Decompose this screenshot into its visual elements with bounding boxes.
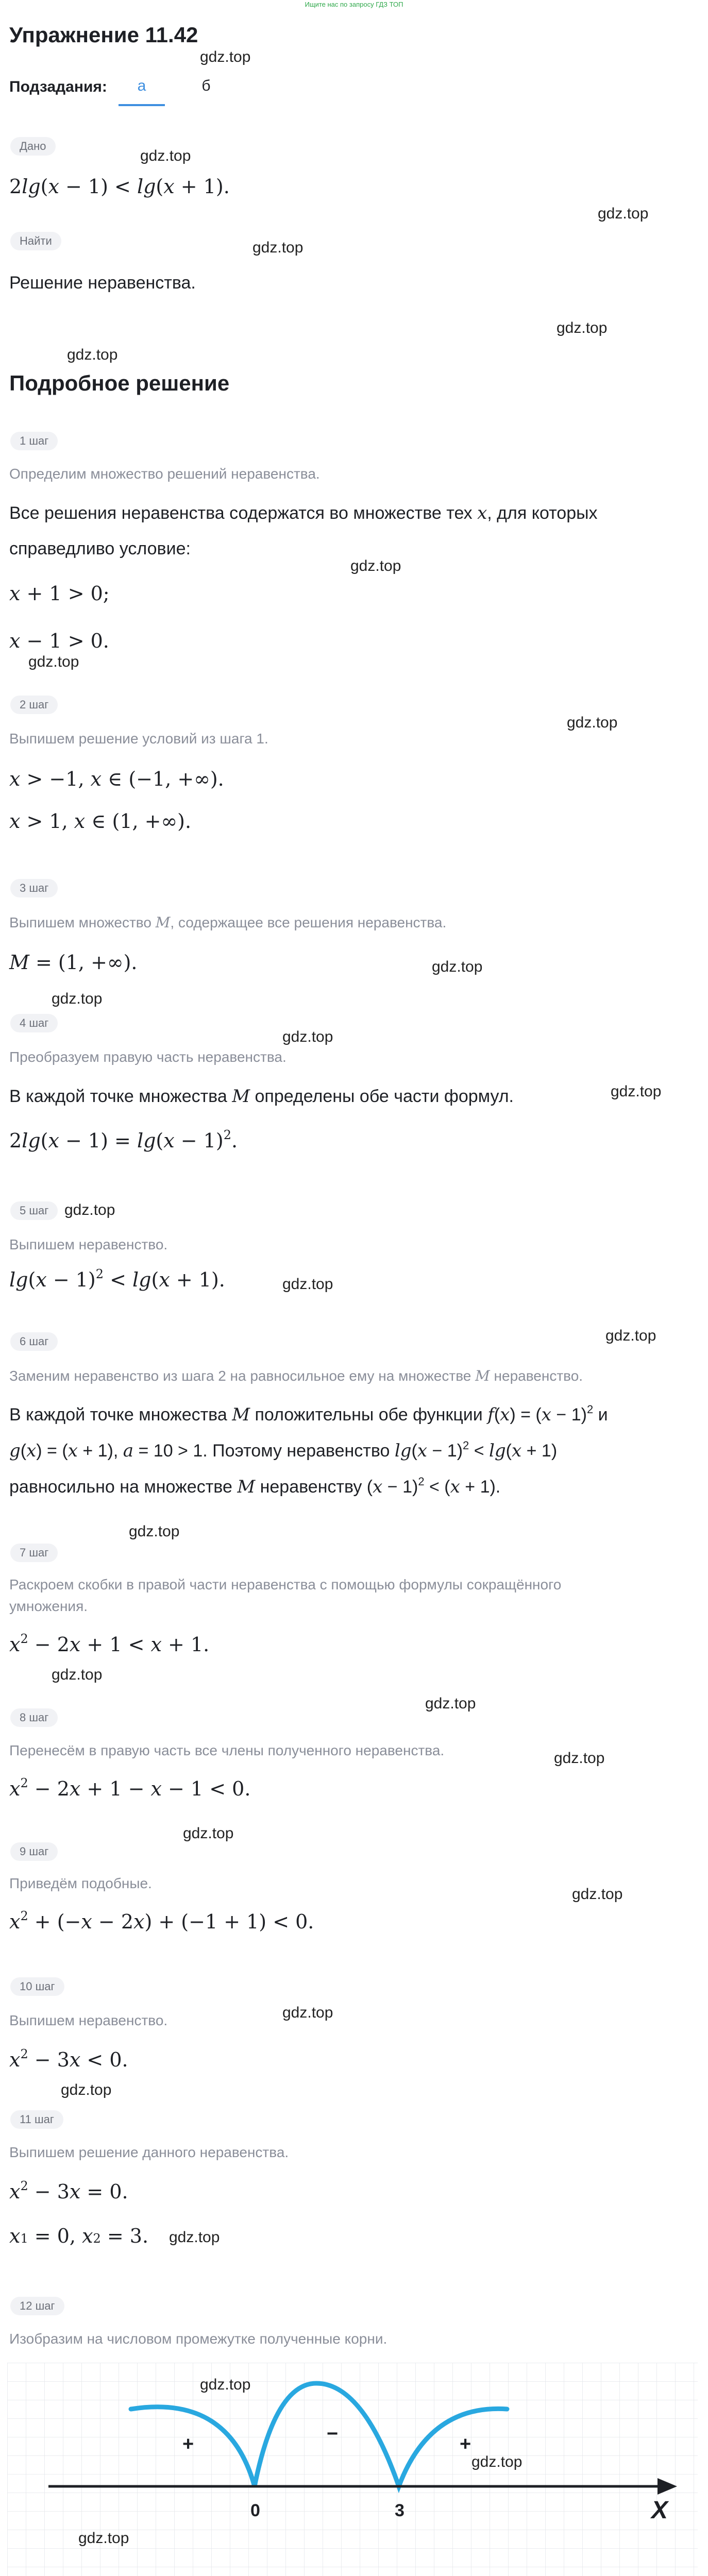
step-8-label: 8 шаг	[10, 1708, 58, 1727]
watermark: gdz.top	[432, 958, 483, 975]
watermark: gdz.top	[252, 239, 304, 256]
solution-title: Подробное решение	[9, 371, 230, 395]
step-12-desc: Изобразим на числовом промежутке полученные корни.	[9, 2331, 387, 2347]
watermark: gdz.top	[183, 1825, 234, 1842]
step-10-desc: Выпишем неравенство.	[9, 2012, 168, 2028]
step-1-desc: Определим множество решений неравенства.	[9, 466, 320, 482]
step-9-label: 9 шаг	[10, 1842, 58, 1861]
page-title: Упражнение 11.42	[9, 23, 198, 47]
step-12-label: 12 шаг	[10, 2297, 64, 2315]
watermark: gdz.top	[605, 1327, 656, 1344]
watermark: gdz.top	[52, 990, 103, 1007]
tab-a[interactable]: а	[137, 77, 146, 94]
step-1-text-2: справедливо условие:	[9, 539, 191, 558]
watermark: gdz.top	[425, 1695, 476, 1712]
step-6-desc: Заменим неравенство из шага 2 на равносильное ему на множестве M неравенство.	[9, 1367, 583, 1384]
watermark: gdz.top	[471, 2453, 522, 2470]
find-text: Решение неравенства.	[9, 273, 196, 293]
watermark: gdz.top	[61, 2081, 112, 2098]
watermark: gdz.top	[598, 205, 649, 222]
watermark: gdz.top	[64, 1201, 115, 1218]
given-expression: 2lg(x − 1) < lg(x + 1).	[9, 175, 230, 198]
point-3-label: 3	[395, 2501, 404, 2520]
axis-x-label: X	[651, 2497, 668, 2524]
tab-underline	[119, 104, 165, 106]
step-6-text-1: В каждой точке множества M положительны обе функции $f(x) = (x - 1)^2$ и	[9, 1403, 608, 1425]
watermark: gdz.top	[140, 147, 191, 164]
step-6-text-3: равносильно на множестве M неравенству $(x - 1)^2 < (x + 1)$.	[9, 1475, 501, 1497]
watermark: gdz.top	[200, 2376, 251, 2393]
watermark: gdz.top	[28, 653, 79, 670]
watermark: gdz.top	[350, 557, 401, 574]
watermark: gdz.top	[282, 2004, 333, 2021]
subtasks-label: Подзадания:	[9, 78, 107, 95]
step-10-label: 10 шаг	[10, 1977, 64, 1996]
sign-plus-left: +	[182, 2433, 194, 2455]
watermark: gdz.top	[611, 1083, 662, 1100]
step-10-math-1: $x^2 - 3x < 0$.	[9, 2047, 128, 2071]
step-5-desc: Выпишем неравенство.	[9, 1236, 168, 1252]
step-5-label: 5 шаг	[10, 1201, 58, 1220]
watermark: gdz.top	[282, 1276, 333, 1293]
step-8-math-1: $x^2 - 2x + 1 - x - 1 < 0$.	[9, 1776, 251, 1800]
step-5-math-1: $\lg(x - 1)^2 < \lg(x + 1)$.	[9, 1267, 225, 1291]
watermark: gdz.top	[129, 1523, 180, 1540]
step-4-label: 4 шаг	[10, 1014, 58, 1032]
step-7-math-1: $x^2 - 2x + 1 < x + 1$.	[9, 1632, 210, 1656]
step-1-text: Все решения неравенства содержатся во множестве тех x, для которых	[9, 503, 598, 523]
step-11-math-2: x1 = 0, x2 = 3.	[9, 2225, 149, 2247]
watermark: gdz.top	[200, 48, 251, 65]
step-2-math-1: x > −1, x ∈ (−1, +∞).	[9, 768, 224, 790]
point-0-label: 0	[250, 2501, 260, 2520]
find-label: Найти	[10, 232, 61, 250]
promo-link[interactable]: Ищите нас по запросу ГДЗ ТОП	[305, 1, 403, 8]
step-11-math-1: $x^2 - 3x = 0$.	[9, 2179, 128, 2203]
step-2-desc: Выпишем решение условий из шага 1.	[9, 731, 268, 747]
step-9-desc: Приведём подобные.	[9, 1875, 152, 1891]
sign-minus-middle: −	[327, 2423, 339, 2445]
sign-plus-right: +	[460, 2433, 471, 2455]
watermark: gdz.top	[282, 1028, 333, 1045]
watermark: gdz.top	[567, 714, 618, 731]
tab-b[interactable]: б	[201, 77, 211, 94]
step-1-math-2: x − 1 > 0.	[9, 630, 109, 652]
watermark: gdz.top	[572, 1886, 623, 1903]
step-3-math-1: M = (1, +∞).	[9, 951, 138, 974]
step-9-math-1: $x^2 + (-x - 2x) + (-1 + 1) < 0$.	[9, 1909, 314, 1933]
watermark: gdz.top	[78, 2530, 129, 2547]
step-6-label: 6 шаг	[10, 1332, 58, 1351]
step-6-text-2: g(x) = (x + 1), a = 10 > 1. Поэтому неравенство $\lg(x - 1)^2 < \lg(x + 1)$	[9, 1439, 558, 1461]
step-3-label: 3 шаг	[10, 879, 58, 897]
step-3-desc: Выпишем множество M, содержащее все решения неравенства.	[9, 914, 447, 931]
step-2-label: 2 шаг	[10, 696, 58, 714]
step-2-math-2: x > 1, x ∈ (1, +∞).	[9, 810, 192, 833]
watermark: gdz.top	[52, 1666, 103, 1683]
step-1-label: 1 шаг	[10, 432, 58, 450]
watermark: gdz.top	[169, 2229, 220, 2246]
step-4-desc: Преобразуем правую часть неравенства.	[9, 1049, 286, 1065]
watermark: gdz.top	[557, 319, 608, 336]
watermark: gdz.top	[554, 1750, 605, 1767]
step-7-desc-2: умножения.	[9, 1598, 88, 1614]
step-11-desc: Выпишем решение данного неравенства.	[9, 2144, 289, 2160]
step-1-math-1: x + 1 > 0;	[9, 582, 110, 605]
given-label: Дано	[10, 137, 56, 156]
step-4-text: В каждой точке множества M определены обе части формул.	[9, 1086, 514, 1107]
watermark: gdz.top	[67, 346, 118, 363]
step-7-desc-1: Раскроем скобки в правой части неравенства с помощью формулы сокращённого	[9, 1577, 562, 1592]
step-11-label: 11 шаг	[10, 2110, 63, 2129]
step-7-label: 7 шаг	[10, 1544, 58, 1562]
step-8-desc: Перенесём в правую часть все члены полученного неравенства.	[9, 1742, 445, 1758]
step-4-math-1: $2\lg(x - 1) = \lg(x - 1)^2$.	[9, 1128, 238, 1152]
